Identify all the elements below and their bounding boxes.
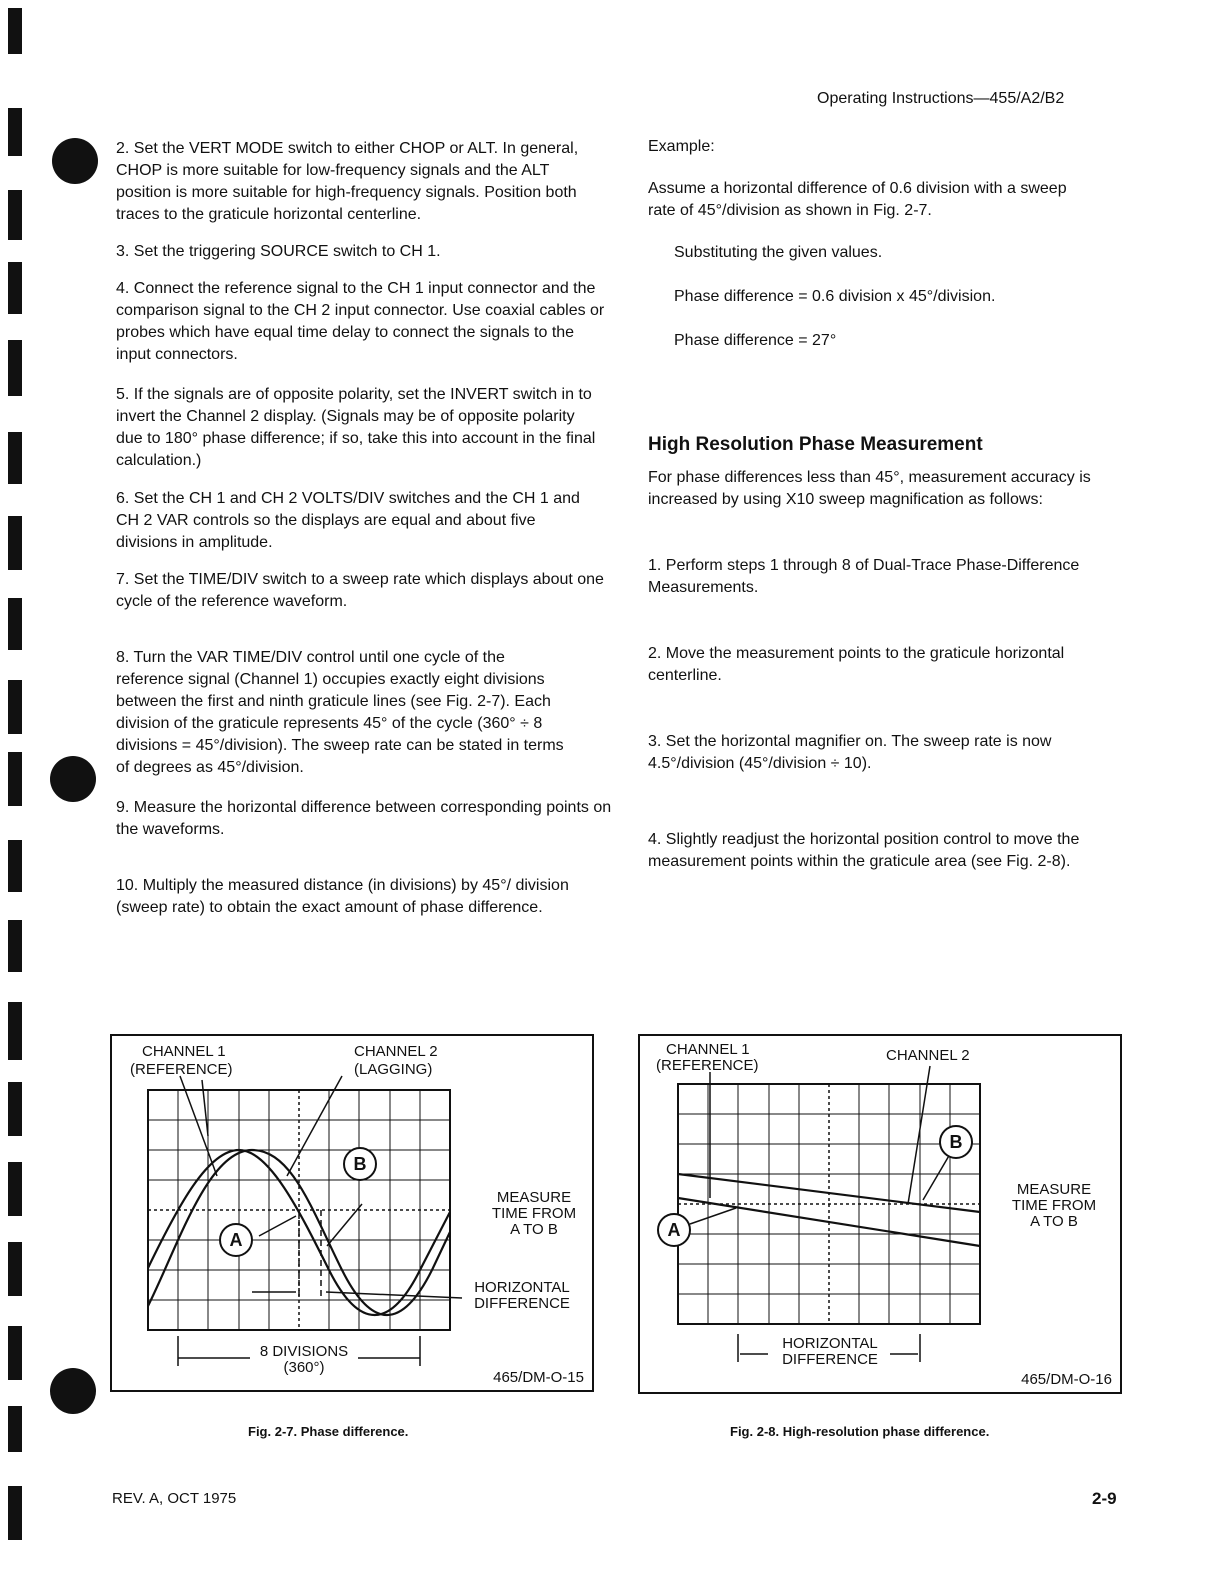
binding-bar <box>8 840 22 892</box>
figure-code: 465/DM-O-15 <box>493 1369 584 1386</box>
figure-code: 465/DM-O-16 <box>1021 1371 1112 1388</box>
step-7: 7. Set the TIME/DIV switch to a sweep rate which displays about one cycle of the reference waveform. <box>116 571 604 610</box>
step-10: 10. Multiply the measured distance (in divisions) by 45°/ division (sweep rate) to obtain the exact amount of phase difference. <box>116 877 569 916</box>
binding-bar <box>8 1486 22 1540</box>
step-5: 5. If the signals are of opposite polarity, set the INVERT switch in to invert the Channel 2 display. (Signals may be of opposite polarity due to 180° phase difference; if so, take this into account in the final calculation.) <box>116 386 596 469</box>
marker-b-label: B <box>353 1154 367 1174</box>
divisions-sublabel: (360°) <box>283 1359 325 1376</box>
binding-bar <box>8 598 22 650</box>
punch-hole <box>52 138 98 184</box>
figure-2-8 <box>638 1034 1122 1394</box>
horizontal-label-2: DIFFERENCE <box>782 1351 878 1368</box>
step-9: 9. Measure the horizontal difference between corresponding points on the waveforms. <box>116 799 612 838</box>
divisions-label: 8 DIVISIONS <box>259 1343 349 1360</box>
example-label: Example: <box>648 138 715 155</box>
binding-bar <box>8 920 22 972</box>
horizontal-label-1: HORIZONTAL <box>782 1335 878 1352</box>
binding-bar <box>8 340 22 396</box>
example-substituting: Substituting the given values. <box>674 244 883 261</box>
example-equation-2: Phase difference = 27° <box>674 332 837 349</box>
binding-bar <box>8 680 22 734</box>
binding-bar <box>8 190 22 240</box>
binding-bar <box>8 1242 22 1296</box>
example-section <box>648 136 1118 352</box>
left-column <box>116 138 616 919</box>
binding-bar <box>8 108 22 156</box>
binding-bar <box>8 1406 22 1452</box>
step-4: 4. Connect the reference signal to the CH 1 input connector and the comparison signal to the CH 2 input connector. Use coaxial cables or probes which have equal time delay to connect the signals to the input connectors. <box>116 280 605 363</box>
marker-a-label: A <box>667 1220 681 1240</box>
binding-bar <box>8 752 22 806</box>
channel-2-label: CHANNEL 2 <box>886 1047 970 1064</box>
measure-label-1: MEASURE <box>1016 1181 1092 1198</box>
binding-bar <box>8 1162 22 1216</box>
marker-a-label: A <box>229 1230 243 1250</box>
binding-bar <box>8 516 22 570</box>
channel-1-sublabel: (REFERENCE) <box>656 1057 759 1074</box>
binding-bar <box>8 1002 22 1060</box>
section-heading: High Resolution Phase Measurement <box>648 434 983 455</box>
high-res-step-1: 1. Perform steps 1 through 8 of Dual-Trace Phase-Difference Measurements. <box>648 557 1080 596</box>
page-number: 2-9 <box>1092 1489 1117 1508</box>
page-header: Operating Instructions—455/A2/B2 <box>817 90 1065 107</box>
step-2: 2. Set the VERT MODE switch to either CHOP or ALT. In general, CHOP is more suitable for low-frequency signals and the ALT position is more suitable for high-frequency signals. Position both traces to the graticule horizontal centerline. <box>116 140 579 223</box>
channel-1-label: CHANNEL 1 <box>666 1041 750 1058</box>
high-res-section <box>648 467 1148 873</box>
figure-2-7 <box>110 1034 594 1392</box>
step-6: 6. Set the CH 1 and CH 2 VOLTS/DIV switches and the CH 1 and CH 2 VAR controls so the displays are equal and about five divisions in amplitude. <box>116 490 580 551</box>
figure-2-7-caption: Fig. 2-7. Phase difference. <box>248 1424 409 1439</box>
measure-label-2: TIME FROM <box>1011 1197 1097 1214</box>
channel-1-label: CHANNEL 1 <box>142 1043 226 1060</box>
binding-bar <box>8 1326 22 1380</box>
horizontal-label-2: DIFFERENCE <box>474 1295 570 1312</box>
binding-bar <box>8 262 22 314</box>
binding-bar <box>8 8 22 54</box>
channel-2-label: CHANNEL 2 <box>354 1043 438 1060</box>
marker-b-label: B <box>949 1132 963 1152</box>
binding-bar <box>8 1082 22 1136</box>
high-res-step-4: 4. Slightly readjust the horizontal position control to move the measurement points within the graticule area (see Fig. 2-8). <box>648 831 1080 870</box>
measure-label-3: A TO B <box>1030 1213 1078 1230</box>
example-assume: Assume a horizontal difference of 0.6 division with a sweep rate of 45°/division as shown in Fig. 2-7. <box>648 180 1067 219</box>
high-res-step-2: 2. Move the measurement points to the graticule horizontal centerline. <box>648 645 1065 684</box>
measure-label-3: A TO B <box>510 1221 558 1238</box>
punch-hole <box>50 1368 96 1414</box>
phase-difference-diagram <box>112 1036 592 1390</box>
high-resolution-diagram <box>640 1036 1120 1392</box>
high-res-intro: For phase differences less than 45°, measurement accuracy is increased by using X10 sweep magnification as follows: <box>648 469 1091 508</box>
measure-label-1: MEASURE <box>496 1189 572 1206</box>
step-3: 3. Set the triggering SOURCE switch to CH 1. <box>116 243 441 260</box>
horizontal-label-1: HORIZONTAL <box>474 1279 570 1296</box>
punch-hole <box>50 756 96 802</box>
example-equation-1: Phase difference = 0.6 division x 45°/division. <box>674 288 996 305</box>
step-8: 8. Turn the VAR TIME/DIV control until one cycle of the reference signal (Channel 1) occupies exactly eight divisions between the first and ninth graticule lines (see Fig. 2-7). Each division of the graticule represents 45° of the cycle (360° ÷ 8 divisions = 45°/division). The sweep rate can be stated in terms of degrees as 45°/division. <box>116 649 564 776</box>
high-res-step-3: 3. Set the horizontal magnifier on. The sweep rate is now 4.5°/division (45°/division ÷ 10). <box>648 733 1052 772</box>
channel-1-sublabel: (REFERENCE) <box>130 1061 233 1078</box>
revision-label: REV. A, OCT 1975 <box>112 1490 237 1507</box>
channel-2-sublabel: (LAGGING) <box>354 1061 433 1078</box>
measure-label-2: TIME FROM <box>491 1205 577 1222</box>
binding-bar <box>8 432 22 484</box>
figure-2-8-caption: Fig. 2-8. High-resolution phase difference. <box>730 1424 990 1439</box>
